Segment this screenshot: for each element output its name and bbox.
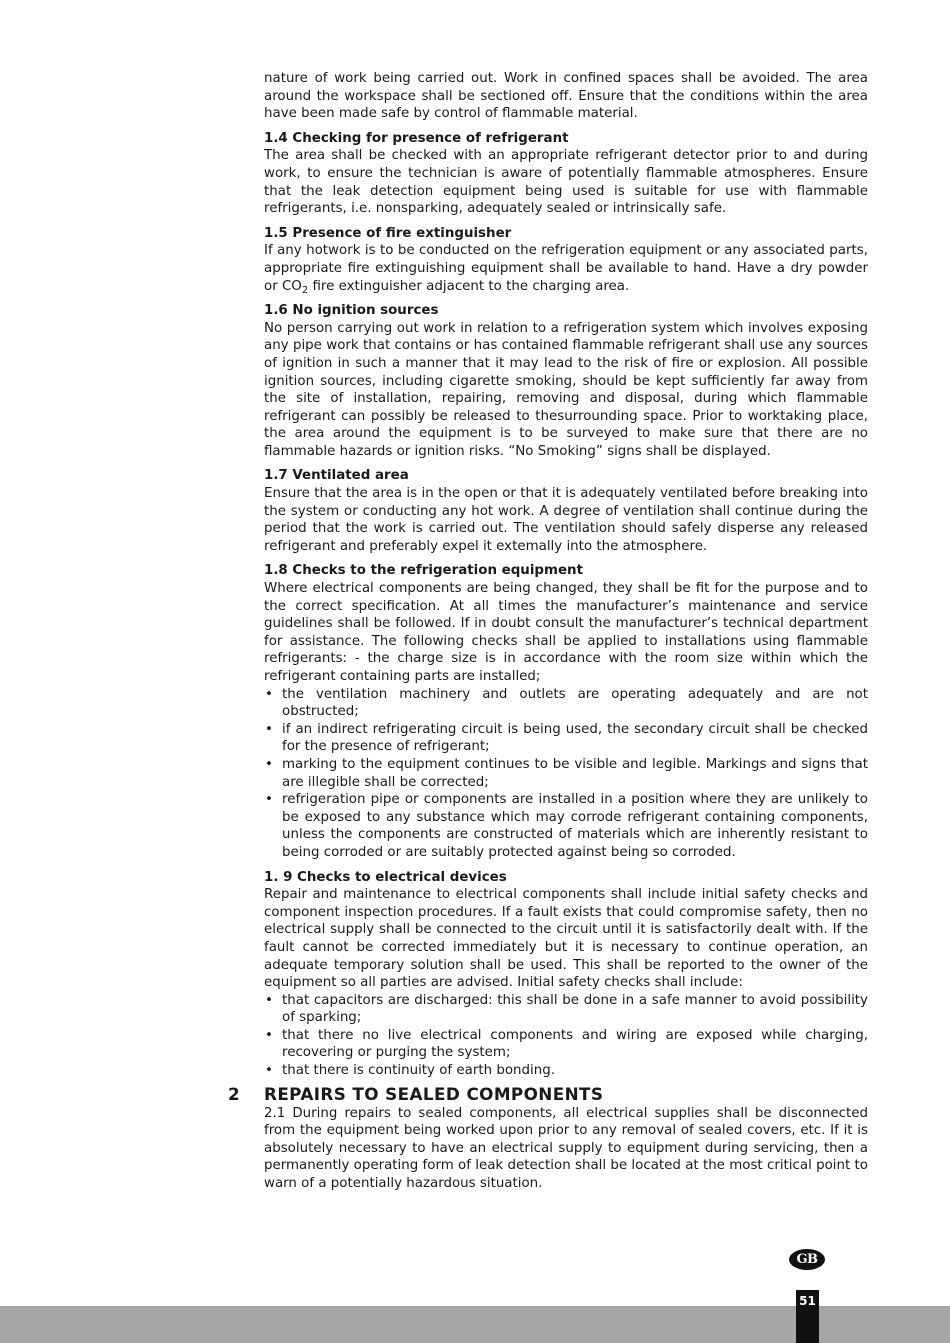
section-heading: 1.6 No ignition sources — [264, 303, 439, 319]
section-1-7 — [264, 467, 868, 555]
section-1-9 — [264, 869, 868, 1080]
list-item-text: marking to the equipment continues to be visible and legible. Markings and signs that are illegible shall be corrected; — [282, 756, 868, 790]
body-text: fire extinguisher adjacent to the charging area. — [308, 278, 630, 294]
section-body: Ensure that the area is in the open or that it is adequately ventilated before breaking into the system or conducting any hot work. A degree of ventilation shall continue during the period that the work is carried out. The ventilation should safely disperse any released refrigerant and preferably expel it extemally into the atmosphere. — [264, 486, 868, 554]
main-text-column — [228, 70, 868, 1193]
chapter-title: REPAIRS TO SEALED COMPONENTS — [264, 1083, 604, 1104]
section-body: Repair and maintenance to electrical components shall include initial safety checks and component inspection procedures. If a fault exists that could compromise safety, then no electrical supply shall be connected to the circuit until it is satisfactorily dealt with. If the fault cannot be corrected immediately but it is necessary to continue operation, an adequate temporary solution shall be used. This shall be reported to the owner of the equipment so all parties are advised. Initial safety checks shall include: — [264, 887, 868, 991]
language-badge-icon: GB — [789, 1249, 825, 1270]
section-heading: 1.8 Checks to the refrigeration equipment — [264, 563, 583, 579]
intro-paragraph: nature of work being carried out. Work in confined spaces shall be avoided. The area around the workspace shall be sectioned off. Ensure that the conditions within the area have been made safe by control of flammable material. — [264, 71, 868, 122]
section-body: No person carrying out work in relation to a refrigeration system which involves exposing any pipe work that contains or has contained flammable refrigerant shall use any sources of ignition in such a manner that it may lead to the risk of fire or explosion. All possible ignition sources, including cigarette smoking, should be kept sufficiently far away from the site of installation, repairing, removing and disposal, during which flammable refrigerant can possibly be released to thesurrounding space. Prior to worktaking place, the area around the equipment is to be surveyed to make sure that there are no flammable hazards or ignition risks. “No Smoking” signs shall be displayed. — [264, 320, 868, 459]
body-text: If any hotwork is to be conducted on the refrigeration equipment or any associated parts, appropriate fire extinguishing equipment shall be available to hand. Have a dry powder or CO — [264, 243, 868, 294]
bullet-icon: • — [265, 992, 273, 1008]
section-1-6 — [264, 302, 868, 460]
list-item — [264, 992, 868, 1027]
bullet-icon: • — [265, 1027, 273, 1043]
section-1-8 — [264, 562, 868, 861]
bullet-list — [264, 686, 868, 862]
list-item — [264, 1027, 868, 1062]
list-item — [264, 756, 868, 791]
chapter-number: 2 — [228, 1083, 241, 1104]
list-item-text: that capacitors are discharged: this shall be done in a safe manner to avoid possibility of sparking; — [282, 992, 868, 1026]
list-item-text: that there no live electrical components and wiring are exposed while charging, recovering or purging the system; — [282, 1027, 868, 1061]
subscript: 2 — [301, 284, 309, 296]
section-1-4 — [264, 130, 868, 218]
bullet-icon: • — [265, 1063, 273, 1079]
bullet-icon: • — [265, 686, 273, 702]
list-item-text: refrigeration pipe or components are installed in a position where they are unlikely to be exposed to any substance which may corrode refrigerant containing components, unless the components are constructed of materials which are inherently resistant to being corroded or are suitably protected against being so corroded. — [282, 792, 868, 860]
bullet-icon: • — [265, 756, 273, 772]
section-body: The area shall be checked with an appropriate refrigerant detector prior to and during work, to ensure the technician is aware of potentially flammable atmospheres. Ensure that the leak detection equipment being used is suitable for use with flammable refrigerants, i.e. nonsparking, adequately sealed or intrinsically safe. — [264, 148, 868, 217]
section-body: Where electrical components are being changed, they shall be fit for the purpose and to the correct specification. At all times the manufacturer’s maintenance and service guidelines shall be followed. If in doubt consult the manufacturer’s technical department for assistance. The following checks shall be applied to installations using flammable refrigerants: - the charge size is in accordance with the room size within which the refrigerant containing parts are installed; — [264, 581, 868, 684]
section-body — [264, 242, 868, 295]
list-item — [264, 1062, 868, 1080]
page-number: 51 — [799, 1294, 816, 1308]
section-heading: 1.5 Presence of fire extinguisher — [264, 225, 512, 241]
list-item — [264, 686, 868, 721]
bullet-icon: • — [265, 792, 273, 808]
chapter-body: 2.1 During repairs to sealed components, all electrical supplies shall be disconnected from the equipment being worked upon prior to any removal of sealed covers, etc. If it is absolutely necessary to have an electrical supply to equipment during servicing, then a permanently operating form of leak detection shall be located at the most critical point to warn of a potentially hazardous situation. — [264, 1105, 868, 1192]
chapter-heading — [228, 1083, 868, 1104]
section-heading: 1. 9 Checks to electrical devices — [264, 869, 507, 885]
list-item-text: that there is continuity of earth bonding. — [282, 1063, 555, 1079]
bullet-list — [264, 992, 868, 1080]
section-heading: 1.4 Checking for presence of refrigerant — [264, 130, 569, 146]
section-1-5 — [264, 225, 868, 295]
bullet-icon: • — [265, 721, 273, 737]
list-item-text: the ventilation machinery and outlets are operating adequately and are not obstructed; — [282, 686, 868, 720]
section-heading: 1.7 Ventilated area — [264, 468, 409, 484]
list-item — [264, 721, 868, 756]
list-item-text: if an indirect refrigerating circuit is being used, the secondary circuit shall be checked for the presence of refrigerant; — [282, 721, 868, 755]
list-item — [264, 791, 868, 861]
